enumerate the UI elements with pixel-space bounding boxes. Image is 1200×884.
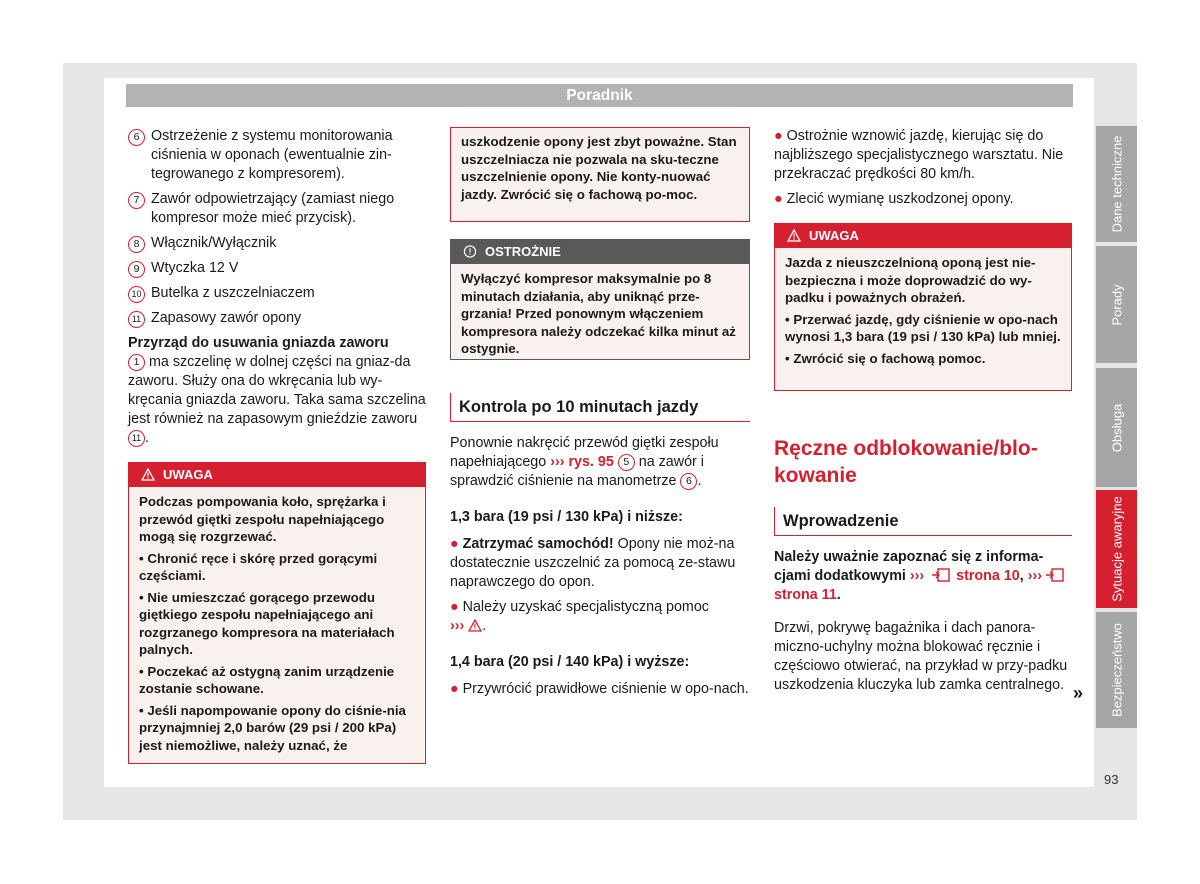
legend-text: Ostrzeżenie z systemu monitorowania ciśnienia w oponach (ewentualnie zin-tegrowanego z kompresorem). [151, 128, 393, 182]
high-pressure-title: 1,4 bara (20 psi / 140 kPa) i wyższe: [450, 654, 690, 670]
warning-box-2-title: UWAGA [809, 228, 859, 243]
callout-number: 10 [128, 286, 145, 303]
low-pressure-bullet-1: ● Zatrzymać samochód! Opony nie moż-na dostatecznie uszczelnić za pomocą ze-stawu naprawczego do opon. [450, 536, 736, 590]
continued-marker: » [1073, 683, 1084, 703]
legend-text: Zawór odpowietrzający (zamiast niego kompresor może mieć przycisk). [151, 191, 395, 226]
tool-title: Przyrząd do usuwania gniazda zaworu [128, 335, 389, 351]
callout-6: 6 [680, 473, 697, 490]
callout-number: 7 [128, 192, 145, 209]
callout-number: 6 [128, 129, 145, 146]
callout-1: 1 [128, 354, 145, 371]
legend-item [128, 127, 426, 184]
callout-11: 11 [128, 430, 145, 447]
page-link-10[interactable]: strona 10 [956, 568, 1020, 584]
warning-bullet: • Jeśli napompowanie opony do ciśnie-nia przynajmniej 2,0 barów (29 psi / 200 kPa) jest niemożliwe, należy uznać, że [139, 702, 406, 753]
tab-obsluga[interactable]: Obsługa [1096, 368, 1137, 487]
warning-box-2 [774, 223, 1072, 391]
warning-box-2-bullets [785, 311, 1061, 368]
figure-link[interactable]: rys. 95 [568, 454, 614, 470]
tool-description: 1 ma szczelinę w dolnej części na gniaz-da zaworu. Służy ona do wkręcania lub wy-kręcania gniazda zaworu. Taka sama szczelina jest również na zapasowym gnieździe zaworu 11 . [128, 354, 426, 446]
legend-text: Zapasowy zawór opony [151, 310, 302, 326]
callout-5: 5 [618, 454, 635, 471]
callout-number: 8 [128, 236, 145, 253]
tab-porady[interactable]: Porady [1096, 246, 1137, 363]
intro-note: Należy uważnie zapoznać się z informa-cjami dodatkowymi ››› strona 10, ›››strona 11. [774, 548, 1072, 605]
warning-bullet: • Nie umieszczać gorącego przewodu giętkiego zespołu napełniającego ani rozgrzanego kompresora na materiałach palnych. [139, 589, 395, 657]
page-header: Poradnik [126, 84, 1073, 107]
tab-bezpieczenstwo[interactable]: Bezpieczeństwo [1096, 612, 1137, 728]
callout-number: 9 [128, 261, 145, 278]
tab-dane-techniczne[interactable]: Dane techniczne [1096, 126, 1137, 242]
warning-bullet: • Zwrócić się o fachową pomoc. [785, 350, 986, 366]
caution-icon [463, 245, 477, 258]
caution-box [450, 239, 750, 360]
legend-item [128, 234, 426, 253]
replace-bullet: ● Zlecić wymianę uszkodzonej opony. [774, 191, 1014, 207]
callout-number: 11 [128, 311, 145, 328]
warning-box-2-intro: Jazda z nieuszczelnioną oponą jest nie-bezpieczna i może doprowadzić do wy-padku i poważnych obrażeń. [785, 255, 1036, 305]
book-reference-icon [931, 568, 953, 582]
column-1 [128, 127, 426, 764]
caution-box-header [451, 240, 749, 264]
legend-list [128, 127, 426, 328]
high-pressure-bullet-1: ● Przywrócić prawidłowe ciśnienie w opo-nach. [450, 681, 749, 697]
caution-box-title: OSTROŻNIE [485, 244, 561, 259]
subheading-intro: Wprowadzenie [774, 507, 1072, 536]
warning-box-1-header [129, 463, 425, 487]
intro-body: Drzwi, pokrywę bagażnika i dach panora-miczno-uchylny można blokować ręcznie i częściowo otwierać, na przykład w przy-padku uszkodzenia kluczyka lub zamka centralnego. [774, 620, 1068, 693]
tab-sytuacje-awaryjne[interactable]: Sytuacje awaryjne [1096, 490, 1137, 608]
warning-triangle-icon [787, 229, 801, 242]
legend-item [128, 309, 426, 328]
low-pressure-title: 1,3 bara (19 psi / 130 kPa) i niższe: [450, 509, 683, 525]
page-link-11[interactable]: strona 11 [774, 587, 837, 603]
resume-bullet: ● Ostrożnie wznowić jazdę, kierując się do najbliższego specjalistycznego warsztatu. Nie przekraczać prędkości 80 km/h. [774, 128, 1064, 182]
page-number: 93 [1104, 772, 1119, 787]
warning-box-1-intro: Podczas pompowania koło, sprężarka i przewód giętki zespołu napełniającego mogą się rozgrzewać. [139, 494, 386, 544]
warning-box-2-header [775, 224, 1071, 248]
warning-ref-icon [468, 619, 482, 632]
warning-bullet: • Poczekać aż ostygną zanim urządzenie zostanie schowane. [139, 663, 395, 696]
warning-box-continued-text: uszkodzenie opony jest zbyt poważne. Stan uszczelniacza nie pozwala na sku-teczne uszczelnienie opony. Nie konty-nuować jazdy. Zwrócić się o fachową po-moc. [461, 134, 737, 202]
low-pressure-bullet-2: ● Należy uzyskać specjalistyczną pomoc ››› . [450, 599, 709, 634]
legend-text: Wtyczka 12 V [151, 260, 239, 276]
legend-text: Butelka z uszczelniaczem [151, 285, 315, 301]
warning-box-continued [450, 127, 750, 222]
section-title: Ręczne odblokowanie/blo-kowanie [774, 437, 1038, 487]
warning-box-1 [128, 462, 426, 764]
legend-item [128, 190, 426, 228]
refit-paragraph: Ponownie nakręcić przewód giętki zespołu napełniającego ››› rys. 95 5 na zawór i sprawdzić ciśnienie na manometrze 6 . [450, 435, 719, 489]
warning-box-1-bullets [139, 550, 415, 755]
book-reference-icon [1045, 568, 1067, 582]
caution-box-text: Wyłączyć kompresor maksymalnie po 8 minutach działania, aby uniknąć prze-grzania! Przed ponownym włączeniem kompresora należy odczekać kilka minut aż ostygnie. [461, 271, 736, 356]
legend-item [128, 259, 426, 278]
warning-triangle-icon [141, 468, 155, 481]
subheading-control: Kontrola po 10 minutach jazdy [450, 393, 750, 422]
legend-text: Włącznik/Wyłącznik [151, 235, 277, 251]
warning-bullet: • Przerwać jazdę, gdy ciśnienie w opo-nach wynosi 1,3 bara (19 psi / 130 kPa) lub mniej. [785, 311, 1061, 344]
column-3 [774, 127, 1072, 695]
column-2 [450, 127, 750, 699]
legend-item [128, 284, 426, 303]
warning-box-1-title: UWAGA [163, 467, 213, 482]
warning-bullet: • Chronić ręce i skórę przed gorącymi częściami. [139, 550, 378, 583]
